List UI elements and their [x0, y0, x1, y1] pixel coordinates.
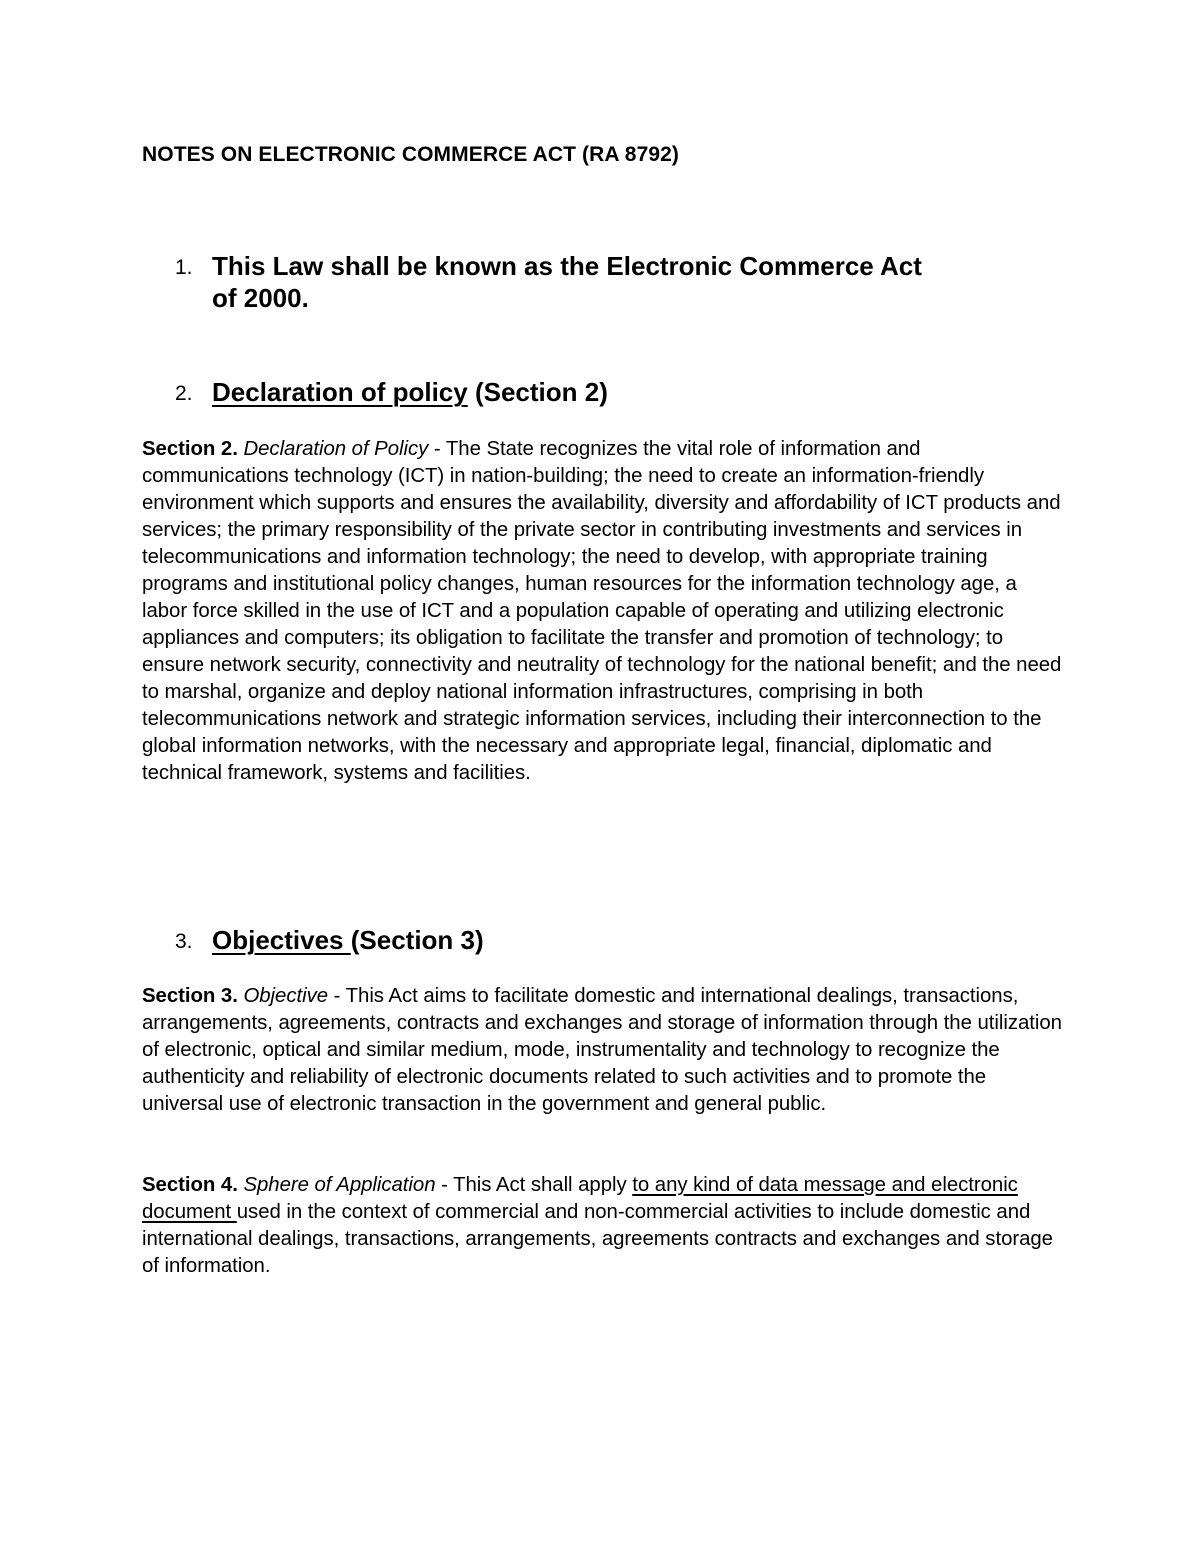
section-italic-title: Sphere of Application: [243, 1174, 436, 1196]
list-number: 2.: [175, 382, 193, 405]
section-3-paragraph: [142, 983, 1062, 1118]
section-body-underlined: to any kind of data message and electronic document: [142, 1174, 1018, 1223]
heading-underlined: Objectives: [212, 925, 351, 955]
section-4-paragraph: [142, 1172, 1062, 1280]
heading-rest: (Section 2): [467, 377, 608, 407]
section-body: - The State recognizes the vital role of information and communications technology (ICT) in nation-building; the need to create an information-friendly environment which supports and ensures the availability, diversity and affordability of ICT products and services; the primary responsibility of the private sector in contributing investments and services in telecommunications and information technology; the need to develop, with appropriate training programs and institutional policy changes, human resources for the information technology age, a labor force skilled in the use of ICT and a population capable of operating and utilizing electronic appliances and computers; its obligation to facilitate the transfer and promotion of technology; to ensure network security, connectivity and neutrality of technology for the national benefit; and the need to marshal, organize and deploy national information infrastructures, comprising in both telecommunications network and strategic information services, including their interconnection to the global information networks, with the necessary and appropriate legal, financial, diplomatic and technical framework, systems and facilities.: [142, 438, 1062, 784]
section-label: Section 2.: [142, 438, 238, 460]
section-heading: [212, 924, 1032, 956]
section-italic-title: Objective: [243, 985, 329, 1007]
list-number: 3.: [175, 930, 193, 953]
item1-line2: of 2000.: [212, 283, 309, 313]
section-label: Section 3.: [142, 985, 238, 1007]
list-number: 1.: [175, 256, 193, 279]
section-body-after: used in the context of commercial and non-commercial activities to include domestic and international dealings, transactions, arrangements, agreements contracts and exchanges and storage of information.: [142, 1201, 1053, 1277]
section-2-paragraph: [142, 436, 1062, 787]
section-body-before: - This Act shall apply: [435, 1174, 633, 1196]
section-body: - This Act aims to facilitate domestic and international dealings, transactions, arrangements, agreements, contracts and exchanges and storage of information through the utilization of electronic, optical and similar medium, mode, instrumentality and technology to recognize the authenticity and reliability of electronic documents related to such activities and to promote the universal use of electronic transaction in the government and general public.: [142, 985, 1062, 1115]
item1-line1: This Law shall be known as the Electronic Commerce Act: [212, 251, 922, 281]
section-heading: [212, 376, 1032, 408]
section-italic-title: Declaration of Policy: [243, 438, 429, 460]
list-item-text: [212, 250, 1032, 314]
section-label: Section 4.: [142, 1174, 238, 1196]
document-title: NOTES ON ELECTRONIC COMMERCE ACT (RA 8792): [142, 143, 680, 166]
heading-rest: (Section 3): [350, 925, 484, 955]
heading-underlined: Declaration of policy: [212, 377, 468, 407]
